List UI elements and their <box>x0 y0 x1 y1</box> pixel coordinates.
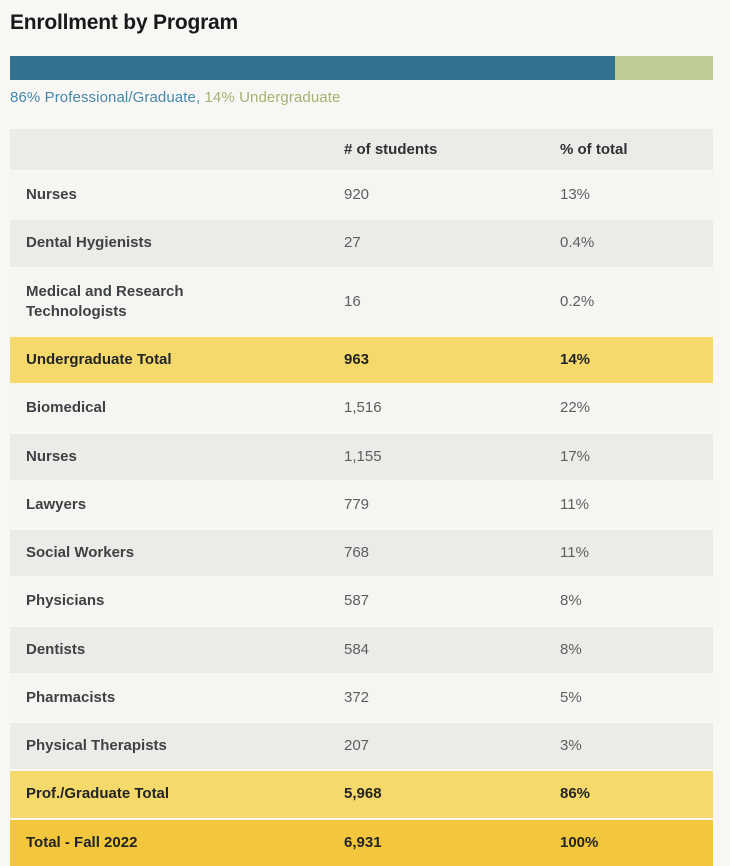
row-label: Prof./Graduate Total <box>10 769 344 817</box>
table-row <box>10 218 713 266</box>
row-students-value: 963 <box>344 335 560 383</box>
row-label: Nurses <box>10 432 344 480</box>
table-row <box>10 818 713 866</box>
row-percent-value: 11% <box>560 528 713 576</box>
row-percent-value: 8% <box>560 625 713 673</box>
table-row <box>10 335 713 383</box>
column-header-students: # of students <box>344 129 560 170</box>
table-row <box>10 480 713 528</box>
enrollment-stacked-bar <box>10 56 713 80</box>
bar-caption-part: 14% Undergraduate <box>200 89 341 106</box>
row-percent-value: 5% <box>560 673 713 721</box>
bar-segment-professional-graduate <box>10 56 615 80</box>
row-students-value: 5,968 <box>344 769 560 817</box>
row-percent-value: 86% <box>560 769 713 817</box>
row-percent-value: 3% <box>560 721 713 769</box>
row-label: Physical Therapists <box>10 721 344 769</box>
row-label: Biomedical <box>10 383 344 431</box>
table-row <box>10 673 713 721</box>
row-label: Pharmacists <box>10 673 344 721</box>
row-students-value: 207 <box>344 721 560 769</box>
row-students-value: 27 <box>344 218 560 266</box>
row-percent-value: 22% <box>560 383 713 431</box>
table-body <box>10 170 713 866</box>
row-percent-value: 0.4% <box>560 218 713 266</box>
row-students-value: 1,155 <box>344 432 560 480</box>
row-label: Undergraduate Total <box>10 335 344 383</box>
table-row <box>10 625 713 673</box>
bar-caption-part: 86% Professional/Graduate, <box>10 89 201 106</box>
row-label: Total - Fall 2022 <box>10 818 344 866</box>
table-row <box>10 769 713 817</box>
row-label: Dental Hygienists <box>10 218 344 266</box>
column-header-program <box>10 129 344 170</box>
row-students-value: 6,931 <box>344 818 560 866</box>
row-percent-value: 13% <box>560 170 713 218</box>
table-row <box>10 528 713 576</box>
table-row <box>10 721 713 769</box>
bar-caption <box>10 89 720 106</box>
row-percent-value: 14% <box>560 335 713 383</box>
row-percent-value: 100% <box>560 818 713 866</box>
row-students-value: 584 <box>344 625 560 673</box>
page-title: Enrollment by Program <box>10 11 239 34</box>
table-header <box>10 129 713 170</box>
table-row <box>10 576 713 624</box>
enrollment-table <box>10 129 713 866</box>
row-label: Lawyers <box>10 480 344 528</box>
row-percent-value: 0.2% <box>560 267 713 336</box>
row-label: Dentists <box>10 625 344 673</box>
row-students-value: 587 <box>344 576 560 624</box>
row-label: Medical and Research Technologists <box>10 267 344 336</box>
table-row <box>10 383 713 431</box>
table-row <box>10 170 713 218</box>
column-header-percent: % of total <box>560 129 713 170</box>
row-students-value: 779 <box>344 480 560 528</box>
table-row <box>10 267 713 336</box>
row-students-value: 1,516 <box>344 383 560 431</box>
table-row <box>10 432 713 480</box>
bar-segment-undergraduate <box>615 56 713 80</box>
row-students-value: 768 <box>344 528 560 576</box>
row-percent-value: 11% <box>560 480 713 528</box>
row-students-value: 920 <box>344 170 560 218</box>
row-students-value: 16 <box>344 267 560 336</box>
row-label: Physicians <box>10 576 344 624</box>
row-label: Social Workers <box>10 528 344 576</box>
row-label: Nurses <box>10 170 344 218</box>
row-percent-value: 8% <box>560 576 713 624</box>
table-header-row <box>10 129 713 170</box>
row-percent-value: 17% <box>560 432 713 480</box>
row-students-value: 372 <box>344 673 560 721</box>
